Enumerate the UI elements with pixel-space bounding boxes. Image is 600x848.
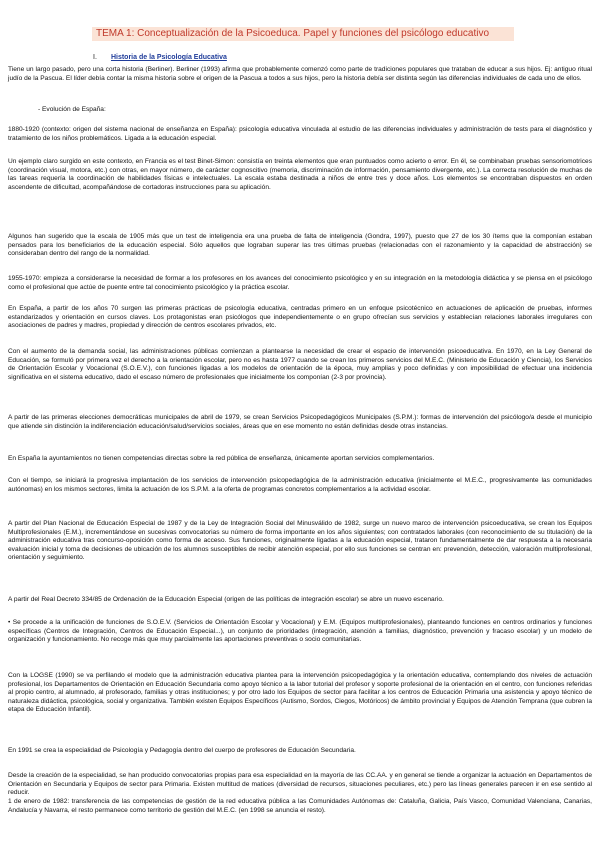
page-title: TEMA 1: Conceptualización de la Psicoeduca. Papel y funciones del psicólogo educativo	[96, 28, 490, 39]
paragraph: Con la LOGSE (1990) se va perfilando el modelo que la administración educativa plantea para la intervención psicopedagógica y la orientación educativa, contemplando dos niveles de actuación profesional, los Departamentos de Orientación en Educación Secundaria como apoyo técnico a la labor tutorial del profesor y soporte profesional de la orientación en el centro, con funciones referidas al propio centro, al alumnado, al profesorado, familias y otras instituciones; y por otro lado los Equipos de sector para facilitar a los centros de Educación Primaria una asistencia y apoyo técnico de naturaleza didáctica, psicológica, social y organizativa. También existen Equipos Específicos (Autismo, Sordos, Ciegos, Motóricos) de ámbito provincial y Equipos de Atención Temprana (que cubren la etapa de Educación Infantil).	[8, 672, 592, 714]
paragraph: A partir de las primeras elecciones democráticas municipales de abril de 1979, se crean Servicios Psicopedagógicos Municipales (S.P.M.): formas de intervención del psicólogo/a desde el municipio que atiende sin distinción la indiferenciación educación/salud/servicios sociales, áreas que en ese momento no están definidas desde otras instancias.	[8, 414, 592, 430]
paragraph: Algunos han sugerido que la escala de 1905 más que un test de inteligencia era una prueba de falta de inteligencia (Gondra, 1997), puesto que 27 de los 30 ítems que la componían estaban pensados para los beneficiarios de la educación especial. Sólo aquellos que lograban superar las tres últimas pruebas (relacionadas con el razonamiento y la capacidad de abstracción) se consideraban dentro del rango de la normalidad.	[8, 233, 592, 258]
section-heading	[93, 53, 227, 62]
section-link[interactable]: Historia de la Psicología Educativa	[110, 54, 227, 61]
paragraph: En España, a partir de los años 70 surgen las primeras prácticas de psicología educativa, centradas primero en un enfoque psicotécnico en actuaciones de aplicación de pruebas, informes estandarizados y orientación en cursos claves. Los protagonistas eran psicólogos que independientemente o en grupo ofrecían sus servicios y establecían relaciones laborales irregulares con asociaciones de padres y madres, propiedad y dirección de centros escolares privados, etc.	[8, 305, 592, 330]
paragraph: Con el aumento de la demanda social, las administraciones públicas comienzan a plantearse la necesidad de crear el espacio de intervención psicoeducativa. En 1970, en la Ley General de Educación, se formuló por primera vez el derecho a la orientación escolar, pero no es hasta 1977 cuando se crean los primeros servicios del M.E.C. (Ministerio de Educación y Ciencia), los Servicios de Orientación Escolar y Vocacional (S.O.E.V.), con funciones ligadas a los modelos de orientación de la época, muy amplias y poco definidas y con imposibilidad de efectuar una incidencia significativa en el sistema educativo, dado el escaso número de profesionales que inicialmente los componían (2-3 por provincia).	[8, 348, 592, 381]
paragraph: 1880-1920 (contexto: origen del sistema nacional de enseñanza en España): psicología educativa vinculada al estudio de las diferencias individuales y administración de tests para el diagnóstico y tratamiento de los niños problemáticos. Ligada a la educación especial.	[8, 126, 592, 142]
paragraph: A partir del Plan Nacional de Educación Especial de 1987 y de la Ley de Integración Social del Minusválido de 1982, surge un nuevo marco de intervención psicoeducativa, se crean los Equipos Multiprofesionales (E.M.), incrementándose en sucesivas convocatorias su número de forma importante en los años siguientes; con contratados laborales (con reconocimiento de su titulación) de la administración educativa tras concurso-oposición como forma de acceso. Sus funciones, originalmente ligadas a la educación especial, trataron fundamentalmente de dar respuesta a la necesaria evaluación inicial y toma de decisiones de ubicación de los alumnos susceptibles de recibir atención especial, por ello sus funciones se centran en: prevención, detección, valoración multiprofesional, orientación y seguimiento.	[8, 520, 592, 562]
paragraph: En 1991 se crea la especialidad de Psicología y Pedagogía dentro del cuerpo de profesores de Educación Secundaria.	[8, 747, 356, 754]
paragraph: 1 de enero de 1982: transferencia de las competencias de gestión de la red educativa pública a las Comunidades Autónomas de: Cataluña, Galicia, País Vasco, Comunidad Valenciana, Canarias, Andalucía y Navarra, el resto permanece como territorio de gestión del M.E.C. (en 1998 se anuncia el resto).	[8, 798, 592, 814]
paragraph: A partir del Real Decreto 334/85 de Ordenación de la Educación Especial (origen de las políticas de integración escolar) se abre un nuevo escenario.	[8, 596, 444, 603]
paragraph: • Se procede a la unificación de funciones de S.O.E.V. (Servicios de Orientación Escolar y Vocacional) y E.M. (Equipos multiprofesionales), planteando funciones en centros ordinarios y funciones específicas (Centros de Integración, Centros de Educación Especial...), un conjunto de prioridades (integración, atención a familias, diagnóstico, prevención y fracaso escolar) y un modelo de organización y funcionamiento. No recoge más que muy parcialmente las aportaciones preventivas o socio comunitarias.	[8, 619, 592, 644]
paragraph: - Evolución de España:	[38, 106, 106, 113]
paragraph: Desde la creación de la especialidad, se han producido convocatorias propias para esa especialidad en la mayoría de las CC.AA. y en general se tiende a organizar la actuación en Departamentos de Orientación en Secundaria y Equipos de sector para Primaria. Existen multitud de matices (diversidad de recursos, situaciones peculiares, etc.) pero las líneas generales parecen ir en ese sentido al reducir.	[8, 772, 592, 797]
paragraph: Un ejemplo claro surgido en este contexto, en Francia es el test Binet-Simon: consistía en treinta elementos que eran puntuados como acierto o error. En él, se combinaban pruebas sensoriomotrices (coordinación visual, motora, etc.) con otras, en mayor número, de carácter cognoscitivo (memoria, discriminación de información, pensamiento divergente, etc.). La correcta resolución de muchas de las tareas requería la coordinación de habilidades físicas e intelectuales. La escala estaba destinada a niños de entre tres y doce años. Los elementos se encontraban dispuestos en orden ascendente de dificultad, acompañándose de cortadoras instrucciones para su aplicación.	[8, 158, 592, 191]
paragraph: Tiene un largo pasado, pero una corta historia (Berliner). Berliner (1993) afirma que probablemente comenzó como parte de tradiciones populares que trataban de educar a sus hijos. Ej: antiguo ritual judío de la Pascua. El líder debía contar la misma historia sobre el origen de la Pascua a todos a sus hijos, pero la historia debía ser distinta según las diferencias individuales de cada uno de ellos.	[8, 66, 592, 82]
section-number: I.	[93, 54, 97, 61]
paragraph: 1955-1970: empieza a considerarse la necesidad de formar a los profesores en los avances del conocimiento psicológico y en su integración en la metodología didáctica y se piensa en el psicólogo como el profesional que actúe de puente entre tal conocimiento psicológico y la práctica escolar.	[8, 275, 592, 291]
paragraph: Con el tiempo, se iniciará la progresiva implantación de los servicios de intervención psicopedagógica de la administración educativa (inicialmente el M.E.C., progresivamente las comunidades autónomas) en los mismos sectores, limita la actuación de los S.P.M. a la oferta de programas concretos complementarios a la actividad escolar.	[8, 477, 592, 493]
paragraph: En España la ayuntamientos no tienen competencias directas sobre la red pública de enseñanza, únicamente aportan servicios complementarios.	[8, 455, 435, 462]
